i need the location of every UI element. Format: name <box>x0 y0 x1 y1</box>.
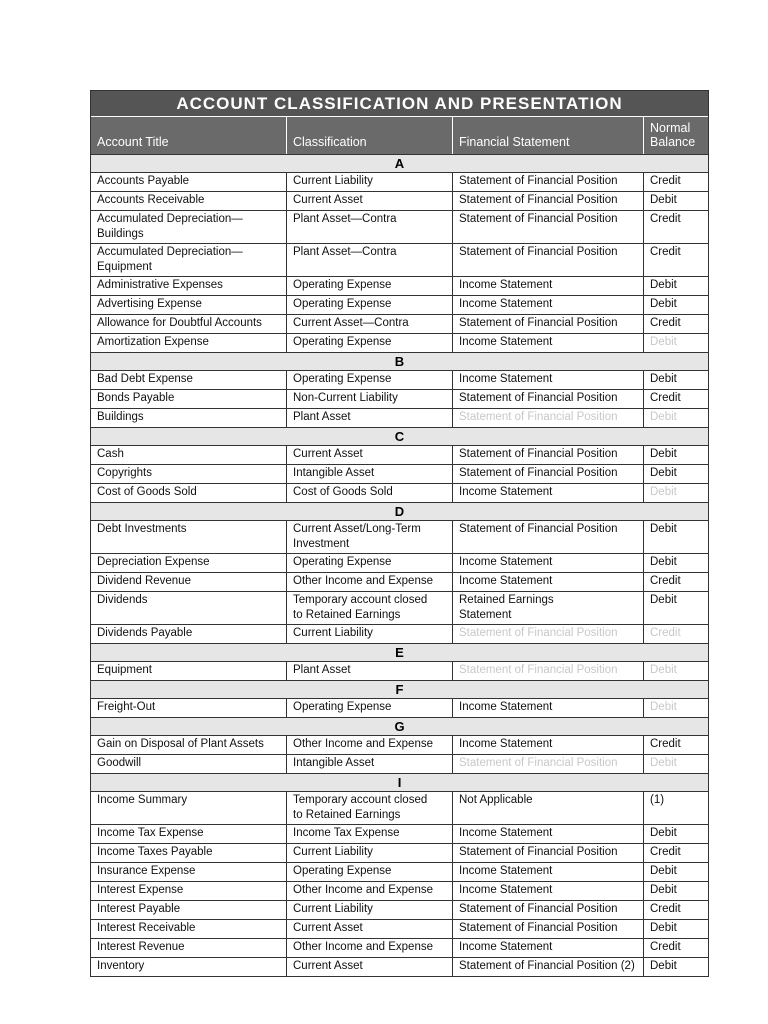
financial-statement-cell: Not Applicable <box>453 792 644 824</box>
normal-balance-cell: Debit <box>650 486 677 498</box>
financial-statement-cell: Income Statement <box>453 334 644 352</box>
account-title-cell: Dividend Revenue <box>91 573 287 591</box>
financial-statement-cell: Statement of Financial Position <box>453 192 644 210</box>
account-title-cell: Income Taxes Payable <box>91 844 287 862</box>
table-row <box>91 824 708 843</box>
financial-statement-cell: Statement of Financial Position <box>453 844 644 862</box>
account-title-cell: Debt Investments <box>91 521 287 553</box>
classification-cell: Operating Expense <box>287 296 453 314</box>
account-title-cell: Gain on Disposal of Plant Assets <box>91 736 287 754</box>
classification-cell: Operating Expense <box>287 554 453 572</box>
account-title-cell: Income Tax Expense <box>91 825 287 843</box>
account-title-cell: Goodwill <box>91 755 287 773</box>
account-title-cell: Depreciation Expense <box>91 554 287 572</box>
financial-statement-cell: Income Statement <box>453 699 644 717</box>
financial-statement-cell: Income Statement <box>453 484 644 502</box>
normal-balance-cell: Debit <box>650 757 677 769</box>
classification-cell: Operating Expense <box>287 371 453 389</box>
normal-balance-cell: Credit <box>650 392 681 404</box>
account-title-cell: Bonds Payable <box>91 390 287 408</box>
table-row <box>91 172 708 191</box>
table-row <box>91 276 708 295</box>
classification-cell: Current Asset/Long-Term Investment <box>287 521 453 553</box>
classification-cell: Non-Current Liability <box>287 390 453 408</box>
table-row <box>91 464 708 483</box>
account-title-cell: Allowance for Doubtful Accounts <box>91 315 287 333</box>
table-row <box>91 191 708 210</box>
normal-balance-cell: Debit <box>650 373 677 385</box>
account-title-cell: Copyrights <box>91 465 287 483</box>
account-title-cell: Accumulated Depreciation— Buildings <box>91 211 287 243</box>
financial-statement-cell: Income Statement <box>453 573 644 591</box>
account-title-cell: Inventory <box>91 958 287 976</box>
classification-cell: Operating Expense <box>287 863 453 881</box>
header-account-title: Account Title <box>91 117 287 154</box>
classification-cell: Plant Asset—Contra <box>287 244 453 276</box>
account-title-cell: Administrative Expenses <box>91 277 287 295</box>
table-row <box>91 900 708 919</box>
table-row <box>91 314 708 333</box>
table-row <box>91 791 708 824</box>
normal-balance-cell: Debit <box>650 467 677 479</box>
account-title-cell: Interest Revenue <box>91 939 287 957</box>
classification-cell: Current Liability <box>287 844 453 862</box>
account-title-cell: Accumulated Depreciation— Equipment <box>91 244 287 276</box>
classification-cell: Temporary account closed to Retained Earnings <box>287 592 453 624</box>
classification-table <box>90 90 709 977</box>
account-title-cell: Amortization Expense <box>91 334 287 352</box>
table-row <box>91 520 708 553</box>
financial-statement-cell: Income Statement <box>453 825 644 843</box>
account-title-cell: Bad Debt Expense <box>91 371 287 389</box>
table-row <box>91 572 708 591</box>
financial-statement-cell: Statement of Financial Position <box>453 662 644 680</box>
normal-balance-cell: Credit <box>650 846 681 858</box>
table-row <box>91 295 708 314</box>
normal-balance-cell: Debit <box>650 448 677 460</box>
classification-cell: Plant Asset—Contra <box>287 211 453 243</box>
financial-statement-cell: Statement of Financial Position <box>453 521 644 553</box>
financial-statement-cell: Statement of Financial Position <box>453 315 644 333</box>
table-row <box>91 333 708 352</box>
section-letter-row: G <box>91 717 708 735</box>
normal-balance-cell: Debit <box>650 523 677 535</box>
normal-balance-cell: Debit <box>650 865 677 877</box>
table-row <box>91 661 708 680</box>
normal-balance-cell: Debit <box>650 298 677 310</box>
classification-cell: Plant Asset <box>287 662 453 680</box>
table-body <box>91 154 708 976</box>
financial-statement-cell: Income Statement <box>453 863 644 881</box>
header-financial-statement: Financial Statement <box>453 117 644 154</box>
financial-statement-cell: Income Statement <box>453 277 644 295</box>
table-row <box>91 210 708 243</box>
table-row <box>91 624 708 643</box>
financial-statement-cell: Statement of Financial Position <box>453 390 644 408</box>
normal-balance-cell: Debit <box>650 194 677 206</box>
table-row <box>91 957 708 976</box>
classification-cell: Income Tax Expense <box>287 825 453 843</box>
section-letter-row: I <box>91 773 708 791</box>
account-title-cell: Insurance Expense <box>91 863 287 881</box>
table-row <box>91 843 708 862</box>
table-row <box>91 243 708 276</box>
section-letter-row: F <box>91 680 708 698</box>
classification-cell: Intangible Asset <box>287 755 453 773</box>
financial-statement-cell: Income Statement <box>453 882 644 900</box>
account-title-cell: Interest Payable <box>91 901 287 919</box>
section-letter-row: A <box>91 154 708 172</box>
header-normal-balance: Normal Balance <box>650 121 696 149</box>
normal-balance-cell: Debit <box>650 664 677 676</box>
table-row <box>91 389 708 408</box>
account-title-cell: Interest Expense <box>91 882 287 900</box>
normal-balance-cell: Credit <box>650 627 681 639</box>
section-letter-row: D <box>91 502 708 520</box>
table-row <box>91 735 708 754</box>
account-title-cell: Freight-Out <box>91 699 287 717</box>
classification-cell: Current Asset—Contra <box>287 315 453 333</box>
table-row <box>91 483 708 502</box>
financial-statement-cell: Retained Earnings Statement <box>453 592 644 624</box>
table-row <box>91 698 708 717</box>
account-title-cell: Dividends <box>91 592 287 624</box>
normal-balance-cell: Debit <box>650 594 677 606</box>
financial-statement-cell: Income Statement <box>453 296 644 314</box>
account-title-cell: Cost of Goods Sold <box>91 484 287 502</box>
financial-statement-cell: Statement of Financial Position <box>453 465 644 483</box>
classification-cell: Other Income and Expense <box>287 882 453 900</box>
table-row <box>91 881 708 900</box>
column-headers <box>91 116 708 154</box>
account-title-cell: Accounts Receivable <box>91 192 287 210</box>
financial-statement-cell: Statement of Financial Position <box>453 211 644 243</box>
section-letter-row: E <box>91 643 708 661</box>
account-title-cell: Dividends Payable <box>91 625 287 643</box>
account-title-cell: Interest Receivable <box>91 920 287 938</box>
account-title-cell: Advertising Expense <box>91 296 287 314</box>
account-title-cell: Buildings <box>91 409 287 427</box>
financial-statement-cell: Statement of Financial Position <box>453 446 644 464</box>
table-row <box>91 862 708 881</box>
normal-balance-cell: Debit <box>650 336 677 348</box>
normal-balance-cell: Credit <box>650 941 681 953</box>
table-row <box>91 919 708 938</box>
normal-balance-cell: Debit <box>650 884 677 896</box>
financial-statement-cell: Income Statement <box>453 736 644 754</box>
financial-statement-cell: Income Statement <box>453 939 644 957</box>
normal-balance-cell: Credit <box>650 575 681 587</box>
section-letter-row: C <box>91 427 708 445</box>
normal-balance-cell: Debit <box>650 701 677 713</box>
financial-statement-cell: Statement of Financial Position <box>453 173 644 191</box>
normal-balance-cell: Credit <box>650 903 681 915</box>
normal-balance-cell: Debit <box>650 556 677 568</box>
table-row <box>91 408 708 427</box>
header-classification: Classification <box>287 117 453 154</box>
classification-cell: Operating Expense <box>287 277 453 295</box>
section-letter-row: B <box>91 352 708 370</box>
normal-balance-cell: Credit <box>650 213 681 225</box>
financial-statement-cell: Statement of Financial Position (2) <box>453 958 644 976</box>
classification-cell: Current Liability <box>287 901 453 919</box>
classification-cell: Temporary account closed to Retained Earnings <box>287 792 453 824</box>
table-row <box>91 553 708 572</box>
table-row <box>91 591 708 624</box>
classification-cell: Current Asset <box>287 958 453 976</box>
classification-cell: Plant Asset <box>287 409 453 427</box>
financial-statement-cell: Statement of Financial Position <box>453 409 644 427</box>
account-title-cell: Equipment <box>91 662 287 680</box>
normal-balance-cell: Debit <box>650 827 677 839</box>
classification-cell: Intangible Asset <box>287 465 453 483</box>
classification-cell: Operating Expense <box>287 699 453 717</box>
financial-statement-cell: Statement of Financial Position <box>453 901 644 919</box>
classification-cell: Other Income and Expense <box>287 736 453 754</box>
financial-statement-cell: Statement of Financial Position <box>453 625 644 643</box>
account-title-cell: Cash <box>91 446 287 464</box>
table-row <box>91 938 708 957</box>
classification-cell: Other Income and Expense <box>287 573 453 591</box>
normal-balance-cell: Debit <box>650 922 677 934</box>
financial-statement-cell: Statement of Financial Position <box>453 920 644 938</box>
classification-cell: Operating Expense <box>287 334 453 352</box>
classification-cell: Current Asset <box>287 446 453 464</box>
normal-balance-cell: Credit <box>650 317 681 329</box>
table-row <box>91 445 708 464</box>
normal-balance-cell: Debit <box>650 279 677 291</box>
normal-balance-cell: Credit <box>650 246 681 258</box>
classification-cell: Current Liability <box>287 625 453 643</box>
normal-balance-cell: Debit <box>650 411 677 423</box>
account-title-cell: Income Summary <box>91 792 287 824</box>
financial-statement-cell: Statement of Financial Position <box>453 755 644 773</box>
table-row <box>91 754 708 773</box>
table-row <box>91 370 708 389</box>
financial-statement-cell: Income Statement <box>453 554 644 572</box>
classification-cell: Current Asset <box>287 920 453 938</box>
classification-cell: Current Liability <box>287 173 453 191</box>
normal-balance-cell: Credit <box>650 175 681 187</box>
account-title-cell: Accounts Payable <box>91 173 287 191</box>
normal-balance-cell: Debit <box>650 960 677 972</box>
financial-statement-cell: Statement of Financial Position <box>453 244 644 276</box>
table-title: ACCOUNT CLASSIFICATION AND PRESENTATION <box>91 91 708 116</box>
normal-balance-cell: Credit <box>650 738 681 750</box>
normal-balance-cell: (1) <box>650 794 665 806</box>
classification-cell: Cost of Goods Sold <box>287 484 453 502</box>
financial-statement-cell: Income Statement <box>453 371 644 389</box>
classification-cell: Current Asset <box>287 192 453 210</box>
classification-cell: Other Income and Expense <box>287 939 453 957</box>
